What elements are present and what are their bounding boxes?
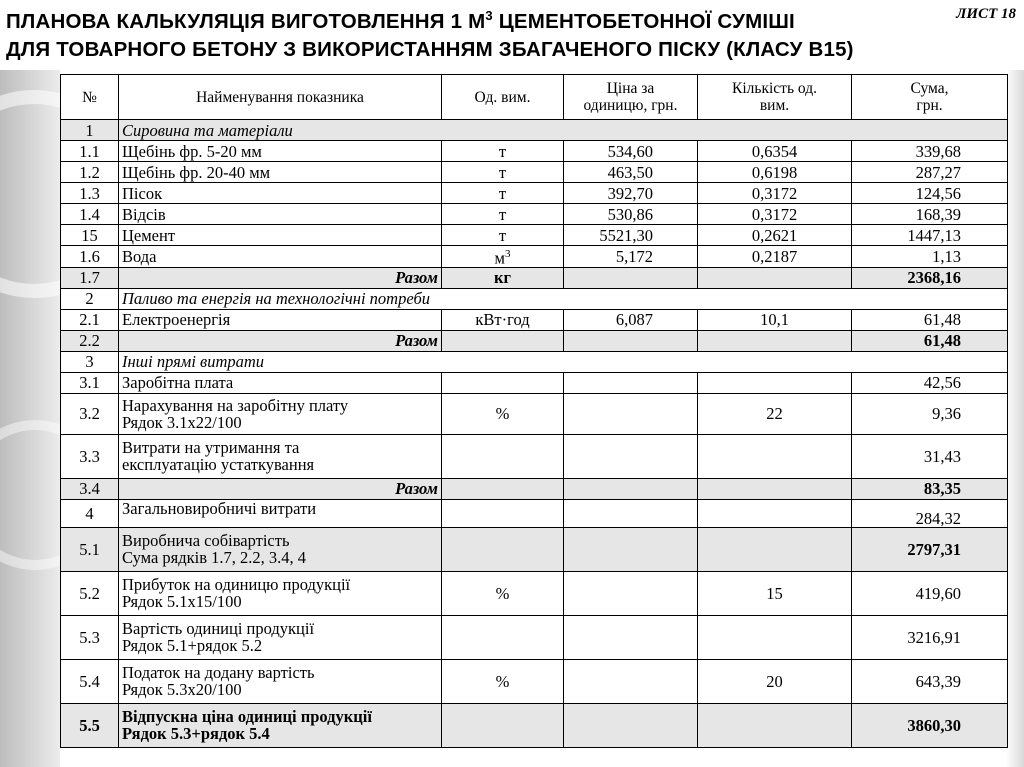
row-price: 463,50 (564, 162, 698, 183)
row-qty (698, 330, 852, 351)
table-row (61, 372, 1008, 393)
header-no: № (61, 75, 119, 120)
row-no: 1.3 (61, 183, 119, 204)
row-price (564, 267, 698, 288)
row-sum: 339,68 (852, 141, 1008, 162)
table-row-subtotal (61, 478, 1008, 499)
row-name: Заробітна плата (119, 372, 442, 393)
row-qty: 0,3172 (698, 183, 852, 204)
table-row (61, 434, 1008, 478)
row-name: Відсів (119, 204, 442, 225)
table-row-subtotal (61, 267, 1008, 288)
row-name: Разом (119, 330, 442, 351)
row-unit: т (442, 162, 564, 183)
row-no: 1 (61, 120, 119, 141)
table-row (61, 141, 1008, 162)
table-row-section (61, 351, 1008, 372)
header-sum: Сума, грн. (852, 75, 1008, 120)
row-unit: т (442, 183, 564, 204)
row-name: Пісок (119, 183, 442, 204)
row-name: Виробнича собівартість Сума рядків 1.7, 2.2, 3.4, 4 (119, 527, 442, 571)
row-name: Цемент (119, 225, 442, 246)
row-unit: кВт·год (442, 309, 564, 330)
row-name: Загальновиробничі витрати (119, 499, 442, 527)
row-no: 15 (61, 225, 119, 246)
row-unit (442, 703, 564, 747)
row-price: 5521,30 (564, 225, 698, 246)
row-name: Щебінь фр. 20-40 мм (119, 162, 442, 183)
row-qty (698, 434, 852, 478)
row-price (564, 615, 698, 659)
table-row (61, 204, 1008, 225)
row-qty (698, 527, 852, 571)
table-row (61, 162, 1008, 183)
row-name: Нарахування на заробітну плату Рядок 3.1х22/100 (119, 393, 442, 434)
row-no: 5.1 (61, 527, 119, 571)
row-name: Податок на додану вартість Рядок 5.3х20/100 (119, 659, 442, 703)
row-unit (442, 372, 564, 393)
row-sum: 42,56 (852, 372, 1008, 393)
table-row (61, 183, 1008, 204)
row-no: 1.2 (61, 162, 119, 183)
row-no: 1.4 (61, 204, 119, 225)
row-qty (698, 499, 852, 527)
table-row (61, 393, 1008, 434)
row-qty: 0,2187 (698, 246, 852, 268)
header-qty: Кількість од. вим. (698, 75, 852, 120)
row-no: 3 (61, 351, 119, 372)
row-unit (442, 330, 564, 351)
row-no: 2.1 (61, 309, 119, 330)
row-sum: 3860,30 (852, 703, 1008, 747)
row-price (564, 499, 698, 527)
row-no: 4 (61, 499, 119, 527)
row-unit: кг (442, 267, 564, 288)
row-price: 392,70 (564, 183, 698, 204)
row-sum: 61,48 (852, 309, 1008, 330)
table-row (61, 309, 1008, 330)
table-header-row (61, 75, 1008, 120)
row-unit: % (442, 659, 564, 703)
row-price: 534,60 (564, 141, 698, 162)
row-name: Вартість одиниці продукції Рядок 5.1+рядок 5.2 (119, 615, 442, 659)
row-name: Відпускна ціна одиниці продукції Рядок 5.3+рядок 5.4 (119, 703, 442, 747)
row-price (564, 571, 698, 615)
table-row (61, 571, 1008, 615)
row-sum: 287,27 (852, 162, 1008, 183)
row-no: 2.2 (61, 330, 119, 351)
row-price (564, 393, 698, 434)
section-title: Інші прямі витрати (119, 351, 1008, 372)
row-no: 3.3 (61, 434, 119, 478)
table-row-section (61, 288, 1008, 309)
row-name: Вода (119, 246, 442, 268)
row-qty (698, 703, 852, 747)
row-qty: 15 (698, 571, 852, 615)
row-price (564, 659, 698, 703)
table-row (61, 499, 1008, 527)
page-title (6, 2, 966, 64)
row-sum: 168,39 (852, 204, 1008, 225)
row-sum: 61,48 (852, 330, 1008, 351)
row-no: 5.2 (61, 571, 119, 615)
row-sum: 419,60 (852, 571, 1008, 615)
row-no: 5.3 (61, 615, 119, 659)
row-qty (698, 267, 852, 288)
row-sum: 2797,31 (852, 527, 1008, 571)
calculation-table (60, 74, 1008, 748)
row-qty: 0,6198 (698, 162, 852, 183)
row-name: Електроенергія (119, 309, 442, 330)
table-row-total (61, 703, 1008, 747)
row-qty: 20 (698, 659, 852, 703)
background-decoration-right (1006, 70, 1024, 767)
header-price: Ціна за одиницю, грн. (564, 75, 698, 120)
row-name: Щебінь фр. 5-20 мм (119, 141, 442, 162)
header-unit: Од. вим. (442, 75, 564, 120)
row-no: 2 (61, 288, 119, 309)
section-title: Сировина та матеріали (119, 120, 1008, 141)
row-unit (442, 615, 564, 659)
title-line-1: ПЛАНОВА КАЛЬКУЛЯЦІЯ ВИГОТОВЛЕННЯ 1 $М^3$ ЦЕМЕНТОБЕТОННОЇ СУМІШІ (6, 8, 795, 33)
row-no: 1.6 (61, 246, 119, 268)
row-unit (442, 478, 564, 499)
row-price (564, 703, 698, 747)
row-sum: 31,43 (852, 434, 1008, 478)
row-price (564, 330, 698, 351)
row-sum: 643,39 (852, 659, 1008, 703)
row-no: 5.5 (61, 703, 119, 747)
row-price (564, 478, 698, 499)
row-unit (442, 527, 564, 571)
row-unit: $м^3$ (442, 246, 564, 268)
row-name: Разом (119, 478, 442, 499)
table-row (61, 225, 1008, 246)
row-sum: 1447,13 (852, 225, 1008, 246)
row-no: 1.7 (61, 267, 119, 288)
row-sum: 3216,91 (852, 615, 1008, 659)
sheet-number: ЛИСТ 18 (956, 6, 1016, 22)
row-qty: 10,1 (698, 309, 852, 330)
row-qty: 22 (698, 393, 852, 434)
row-no: 3.4 (61, 478, 119, 499)
table-row (61, 615, 1008, 659)
row-unit (442, 499, 564, 527)
row-unit: % (442, 571, 564, 615)
row-price: 5,172 (564, 246, 698, 268)
row-no: 3.2 (61, 393, 119, 434)
row-sum: 2368,16 (852, 267, 1008, 288)
row-qty: 0,2621 (698, 225, 852, 246)
row-name: Витрати на утримання та експлуатацію устаткування (119, 434, 442, 478)
row-price: 6,087 (564, 309, 698, 330)
table-row (61, 527, 1008, 571)
row-no: 1.1 (61, 141, 119, 162)
header-name: Найменування показника (119, 75, 442, 120)
row-qty: 0,3172 (698, 204, 852, 225)
table-row (61, 659, 1008, 703)
row-sum: 1,13 (852, 246, 1008, 268)
row-sum: 83,35 (852, 478, 1008, 499)
row-qty (698, 478, 852, 499)
row-qty (698, 615, 852, 659)
row-sum: 9,36 (852, 393, 1008, 434)
row-price: 530,86 (564, 204, 698, 225)
section-title: Паливо та енергія на технологічні потреби (119, 288, 1008, 309)
table-row (61, 246, 1008, 268)
title-line-2: ДЛЯ ТОВАРНОГО БЕТОНУ З ВИКОРИСТАННЯМ ЗБАГАЧЕНОГО ПІСКУ (КЛАСУ В15) (6, 37, 854, 61)
table-row-subtotal (61, 330, 1008, 351)
row-unit: т (442, 204, 564, 225)
row-unit: % (442, 393, 564, 434)
row-no: 3.1 (61, 372, 119, 393)
row-name: Прибуток на одиницю продукції Рядок 5.1х15/100 (119, 571, 442, 615)
row-sum: 124,56 (852, 183, 1008, 204)
row-sum: 284,32 (852, 499, 1008, 527)
row-price (564, 434, 698, 478)
row-qty: 0,6354 (698, 141, 852, 162)
table-row-section (61, 120, 1008, 141)
row-price (564, 527, 698, 571)
row-qty (698, 372, 852, 393)
row-price (564, 372, 698, 393)
row-unit: т (442, 225, 564, 246)
row-no: 5.4 (61, 659, 119, 703)
row-unit: т (442, 141, 564, 162)
row-unit (442, 434, 564, 478)
row-name: Разом (119, 267, 442, 288)
